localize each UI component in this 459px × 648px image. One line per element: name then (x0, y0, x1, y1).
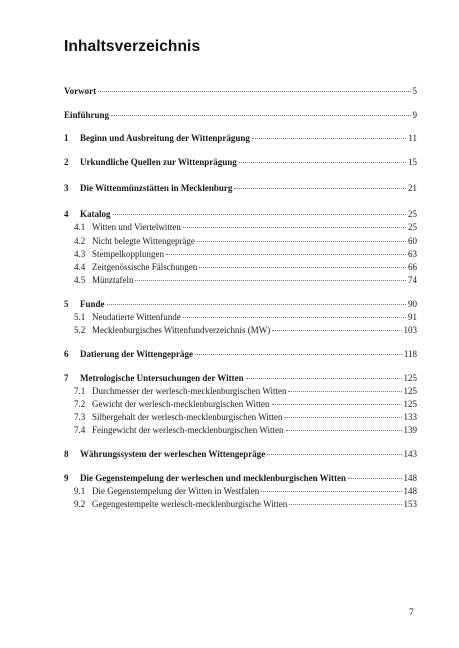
toc-entry-title: Datierung der Wittengepräge (80, 349, 193, 359)
toc-entry-number: 1 (64, 133, 69, 143)
toc-section-entry (64, 325, 417, 336)
toc-entry-title: Die Gegenstempelung der Witten in Westfalen (92, 486, 260, 496)
dot-leader (197, 241, 406, 242)
toc-entry-title: Urkundliche Quellen zur Wittenprägung (80, 157, 237, 167)
toc-entry-page: 148 (403, 486, 417, 496)
toc-entry-number: 9.2 (74, 499, 86, 509)
dot-leader (98, 91, 410, 92)
toc-entry-title: Zeitgenössische Fälschungen (92, 262, 198, 272)
toc-entry-number: 7.1 (74, 386, 86, 396)
toc-entry-title: Mecklenburgisches Wittenfundverzeichnis (MW) (92, 325, 271, 335)
dot-leader (246, 378, 402, 379)
toc-entry-number: 5 (64, 299, 69, 309)
toc-entry-page: 148 (403, 473, 417, 483)
toc-entry-title: Metrologische Untersuchungen der Witten (80, 373, 244, 383)
dot-leader (272, 330, 401, 331)
toc-entry-title: Stempelkopplungen (92, 249, 164, 259)
toc-chapter-entry (64, 449, 417, 460)
toc-entry-page: 63 (408, 249, 417, 259)
dot-leader (286, 430, 402, 431)
toc-entry-page: 153 (403, 499, 417, 509)
toc-chapter-entry (64, 299, 417, 310)
toc-entry-number: 9 (64, 473, 69, 483)
toc-chapter-entry (64, 349, 417, 360)
toc-entry-page: 66 (408, 262, 417, 272)
dot-leader (199, 267, 406, 268)
toc-entry-page: 15 (408, 157, 417, 167)
toc-section-entry (64, 399, 417, 410)
toc-entry-number: 4.5 (74, 275, 86, 285)
toc-entry-number: 7.2 (74, 399, 86, 409)
toc-section-entry (64, 275, 417, 286)
toc-entry-title: Gewicht der werlesch-mecklenburgischen Witten (92, 399, 270, 409)
dot-leader (183, 227, 406, 228)
dot-leader (195, 354, 402, 355)
toc-entry-number: 7 (64, 373, 69, 383)
dot-leader (183, 317, 406, 318)
toc-entry-title: Feingewicht der werlesch-mecklenburgischen Witten (92, 425, 284, 435)
toc-entry-number: 2 (64, 157, 69, 167)
toc-chapter-entry (64, 157, 417, 168)
toc-entry-title: Nicht belegte Wittengepräge (92, 236, 195, 246)
toc-entry-page: 143 (403, 449, 417, 459)
dot-leader (272, 404, 402, 405)
toc-entry-page: 118 (403, 349, 417, 359)
toc-chapter-entry (64, 133, 417, 144)
toc-entry-number: 5.1 (74, 312, 86, 322)
toc-entry-number: 4 (64, 209, 69, 219)
toc-entry-page: 90 (408, 299, 417, 309)
toc-chapter-entry (64, 183, 417, 194)
toc-entry-title: Einführung (64, 110, 110, 120)
toc-entry-number: 4.3 (74, 249, 86, 259)
page-title: Inhaltsverzeichnis (64, 38, 201, 55)
dot-leader (107, 304, 406, 305)
toc-chapter-entry (64, 373, 417, 384)
toc-entry-title: Gegengestempelte werlesch-mecklenburgische Witten (92, 499, 288, 509)
toc-entry-number: 4.1 (74, 222, 86, 232)
toc-chapter-entry (64, 110, 417, 121)
toc-section-entry (64, 236, 417, 247)
dot-leader (288, 391, 401, 392)
toc-entry-title: Die Gegenstempelung der werleschen und mecklenburgischen Witten (80, 473, 346, 483)
toc-entry-number: 6 (64, 349, 69, 359)
toc-entry-number: 5.2 (74, 325, 86, 335)
toc-entry-page: 60 (408, 236, 417, 246)
toc-section-entry (64, 222, 417, 233)
toc-section-entry (64, 262, 417, 273)
dot-leader (135, 280, 406, 281)
toc-entry-title: Münztafeln (92, 275, 134, 285)
toc-chapter-entry (64, 473, 417, 484)
toc-entry-page: 133 (403, 412, 417, 422)
toc-entry-title: Vorwort (64, 86, 97, 96)
toc-chapter-entry (64, 209, 417, 220)
toc-entry-page: 5 (412, 86, 417, 96)
toc-section-entry (64, 249, 417, 260)
toc-entry-page: 11 (408, 133, 417, 143)
dot-leader (234, 188, 406, 189)
toc-entry-number: 7.4 (74, 425, 86, 435)
dot-leader (348, 478, 402, 479)
toc-section-entry (64, 499, 417, 510)
toc-entry-title: Währungssystem der werleschen Wittengepräge (80, 449, 266, 459)
toc-section-entry (64, 386, 417, 397)
toc-entry-page: 103 (403, 325, 417, 335)
toc-entry-title: Durchmesser der werlesch-mecklenburgischen Witten (92, 386, 287, 396)
toc-entry-title: Beginn und Ausbreitung der Wittenprägung (80, 133, 250, 143)
toc-entry-number: 9.1 (74, 486, 86, 496)
toc-entry-title: Witten und Viertelwitten (92, 222, 181, 232)
toc-entry-page: 125 (403, 399, 417, 409)
toc-entry-number: 4.4 (74, 262, 86, 272)
toc-entry-title: Neudatierte Wittenfunde (92, 312, 181, 322)
toc-entry-page: 125 (403, 373, 417, 383)
toc-entry-title: Funde (80, 299, 105, 309)
toc-entry-number: 3 (64, 183, 69, 193)
toc-section-entry (64, 486, 417, 497)
toc-entry-page: 139 (403, 425, 417, 435)
toc-entry-title: Katalog (80, 209, 111, 219)
dot-leader (267, 454, 401, 455)
page-number: 7 (409, 608, 414, 618)
dot-leader (252, 138, 406, 139)
toc-section-entry (64, 412, 417, 423)
toc-entry-page: 25 (408, 209, 417, 219)
toc-entry-page: 9 (412, 110, 417, 120)
toc-entry-title: Die Wittenmünzstätten in Mecklenburg (80, 183, 233, 193)
dot-leader (284, 417, 401, 418)
dot-leader (111, 115, 410, 116)
toc-chapter-entry (64, 86, 417, 97)
toc-entry-number: 4.2 (74, 236, 86, 246)
toc-section-entry (64, 425, 417, 436)
toc-entry-number: 8 (64, 449, 69, 459)
dot-leader (239, 162, 406, 163)
toc-entry-number: 7.3 (74, 412, 86, 422)
toc-entry-title: Silbergehalt der werlesch-mecklenburgischen Witten (92, 412, 283, 422)
dot-leader (261, 491, 401, 492)
dot-leader (289, 504, 401, 505)
toc-entry-page: 25 (408, 222, 417, 232)
toc-entry-page: 91 (408, 312, 417, 322)
dot-leader (166, 254, 406, 255)
toc-entry-page: 125 (403, 386, 417, 396)
toc-entry-page: 74 (408, 275, 417, 285)
dot-leader (113, 214, 407, 215)
toc-section-entry (64, 312, 417, 323)
toc-entry-page: 21 (408, 183, 417, 193)
